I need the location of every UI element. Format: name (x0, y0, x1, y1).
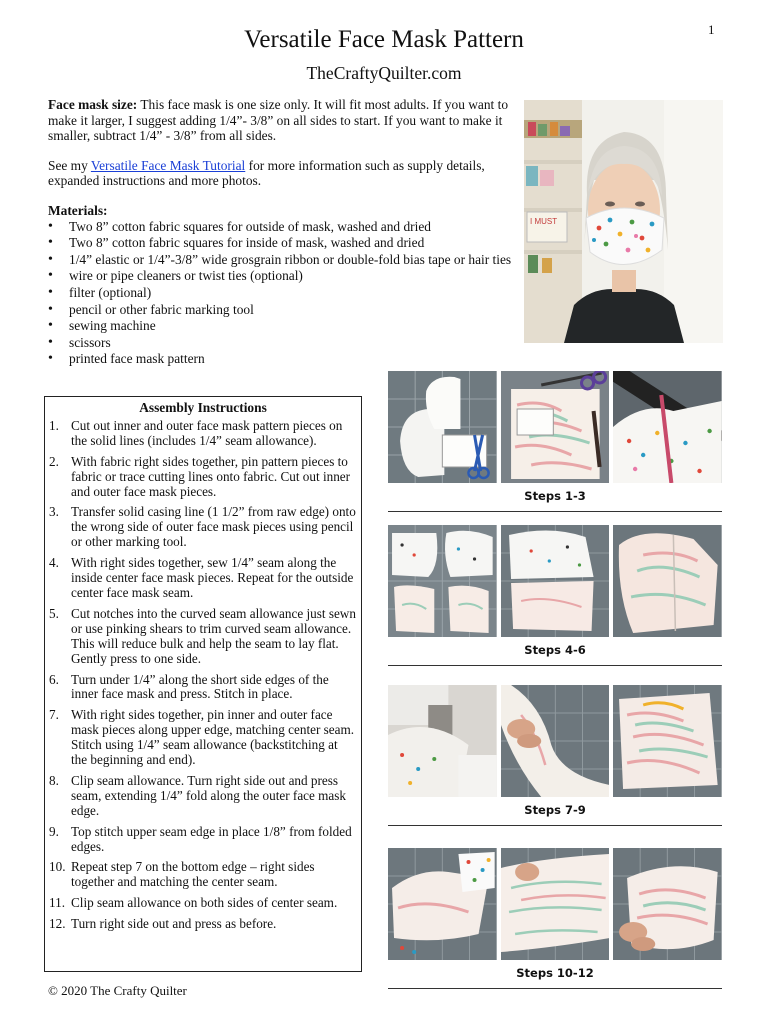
tutorial-paragraph (48, 158, 518, 189)
list-item (49, 607, 357, 667)
step-text: Top stitch upper seam edge in place 1/8” from folded edges. (71, 823, 352, 854)
sewing-machine-photo (388, 685, 497, 797)
list-item (49, 860, 357, 890)
step-text: Turn under 1/4” along the short side edges of the inner face mask and press. Stitch in place. (71, 671, 329, 702)
step-text: Cut out inner and outer face mask pattern pieces on the solid lines (includes 1/4” seam allowance). (71, 417, 343, 448)
step-text: Clip seam allowance. Turn right side out and press seam, extending 1/4” fold along the outer face mask edge. (71, 772, 347, 818)
pattern-pieces-photo (388, 371, 497, 483)
clipped-seam-photo (501, 848, 610, 960)
list-item (49, 505, 357, 550)
step-number: 9. (49, 823, 59, 839)
see-suffix: for more information such as supply details, expanded instructions and more photos. (48, 157, 485, 189)
list-item: • 1/4” elastic or 1/4”-3/8” wide grosgrain ribbon or double-fold bias tape or hair ties (48, 252, 518, 268)
panel-caption: Steps 7-9 (524, 803, 586, 817)
cut-pieces-photo (388, 525, 497, 637)
sewn-center-seam-photo (501, 525, 610, 637)
stitched-edges-photo (613, 525, 722, 637)
assembly-title: Assembly Instructions (139, 400, 267, 415)
photo-panel-steps-1-3 (388, 371, 722, 512)
size-text: This face mask is one size only. It will fit most adults. If you want to make it larger, I suggest adding 1/4”- 3/8” on all sides to start. If you want to make it smaller, subtract 1/4” - 3/8” from all sides. (48, 97, 509, 144)
traced-fabric-photo (501, 371, 610, 483)
photo-panel-steps-7-9 (388, 685, 722, 826)
step-number: 10. (49, 859, 66, 875)
page-title: Versatile Face Mask Pattern (244, 26, 524, 53)
list-item: • pencil or other fabric marking tool (48, 302, 518, 318)
list-item (49, 917, 357, 932)
step-text: With fabric right sides together, pin pattern pieces to fabric or trace cutting lines onto fabric. Cut out inner and outer face mask pieces. (71, 453, 351, 499)
photo-panel-steps-4-6 (388, 525, 722, 666)
list-item (49, 708, 357, 768)
panel-caption: Steps 1-3 (524, 489, 586, 503)
bottom-edge-photo (388, 848, 497, 960)
list-item (49, 419, 357, 449)
list-item (49, 673, 357, 703)
copyright: © 2020 The Crafty Quilter (48, 983, 187, 998)
panel-caption: Steps 10-12 (516, 966, 594, 980)
step-text: Repeat step 7 on the bottom edge – right sides together and matching the center seam. (71, 859, 315, 890)
top-stitched-mask-photo (613, 685, 722, 797)
page-number: 1 (708, 22, 715, 37)
step-text: Transfer solid casing line (1 1/2” from raw edge) onto the wrong side of outer face mask pieces using pencil or other marking tool. (71, 504, 356, 550)
pinning-edges-photo (501, 685, 610, 797)
list-item: • printed face mask pattern (48, 351, 518, 367)
list-item (49, 825, 357, 855)
list-item: • sewing machine (48, 318, 518, 334)
list-item: • wire or pipe cleaners or twist ties (optional) (48, 268, 518, 284)
list-item: • scissors (48, 335, 518, 351)
assembly-steps (49, 419, 357, 932)
list-item: • Two 8” cotton fabric squares for outside of mask, washed and dried (48, 219, 518, 235)
divider (388, 665, 722, 666)
site-name: TheCraftyQuilter.com (306, 63, 462, 83)
marking-fabric-photo (613, 371, 722, 483)
see-prefix: See my (48, 157, 91, 173)
list-item (49, 556, 357, 601)
list-item: • Two 8” cotton fabric squares for inside of mask, washed and dried (48, 235, 518, 251)
woman-wearing-mask-photo (524, 100, 723, 343)
list-item: • filter (optional) (48, 285, 518, 301)
materials-list (48, 219, 518, 367)
list-item (49, 455, 357, 500)
step-text: Clip seam allowance on both sides of center seam. (71, 895, 338, 911)
size-label: Face mask size: (48, 97, 138, 112)
step-text: With right sides together, sew 1/4” seam along the inside center face mask pieces. Repeat for the outside center face mask seam. (71, 555, 354, 600)
divider (388, 988, 722, 989)
step-text: Cut notches into the curved seam allowance just sewn or use pinking shears to trim curved seam allowance. This will reduce bulk and help the seam to lay flat. Gently press to one side. (71, 605, 356, 666)
intro-section (48, 97, 518, 368)
divider (388, 511, 722, 512)
step-number: 7. (49, 707, 59, 723)
finished-mask-photo (613, 848, 722, 960)
step-number: 11. (49, 895, 65, 911)
list-item (49, 896, 357, 911)
step-number: 5. (49, 605, 59, 621)
assembly-instructions-box (44, 396, 362, 972)
tutorial-link[interactable]: Versatile Face Mask Tutorial (90, 157, 246, 173)
materials-title: Materials: (48, 202, 108, 218)
step-number: 12. (49, 916, 66, 932)
step-number: 3. (49, 504, 59, 520)
step-number: 4. (49, 555, 59, 571)
size-paragraph (48, 97, 518, 144)
step-number: 2. (49, 453, 59, 469)
step-number: 1. (49, 417, 59, 433)
svg-text:I MUST: I MUST (530, 217, 558, 226)
step-text: Turn right side out and press as before. (71, 916, 277, 932)
panel-caption: Steps 4-6 (524, 643, 586, 657)
photo-panel-steps-10-12 (388, 848, 722, 989)
step-text: With right sides together, pin inner and outer face mask pieces along upper edge, matching center seam. Stitch using 1/4” seam allowance (backstitching at the beginning and end). (71, 707, 355, 768)
step-number: 6. (49, 671, 59, 687)
list-item (49, 774, 357, 819)
divider (388, 825, 722, 826)
step-number: 8. (49, 772, 59, 788)
